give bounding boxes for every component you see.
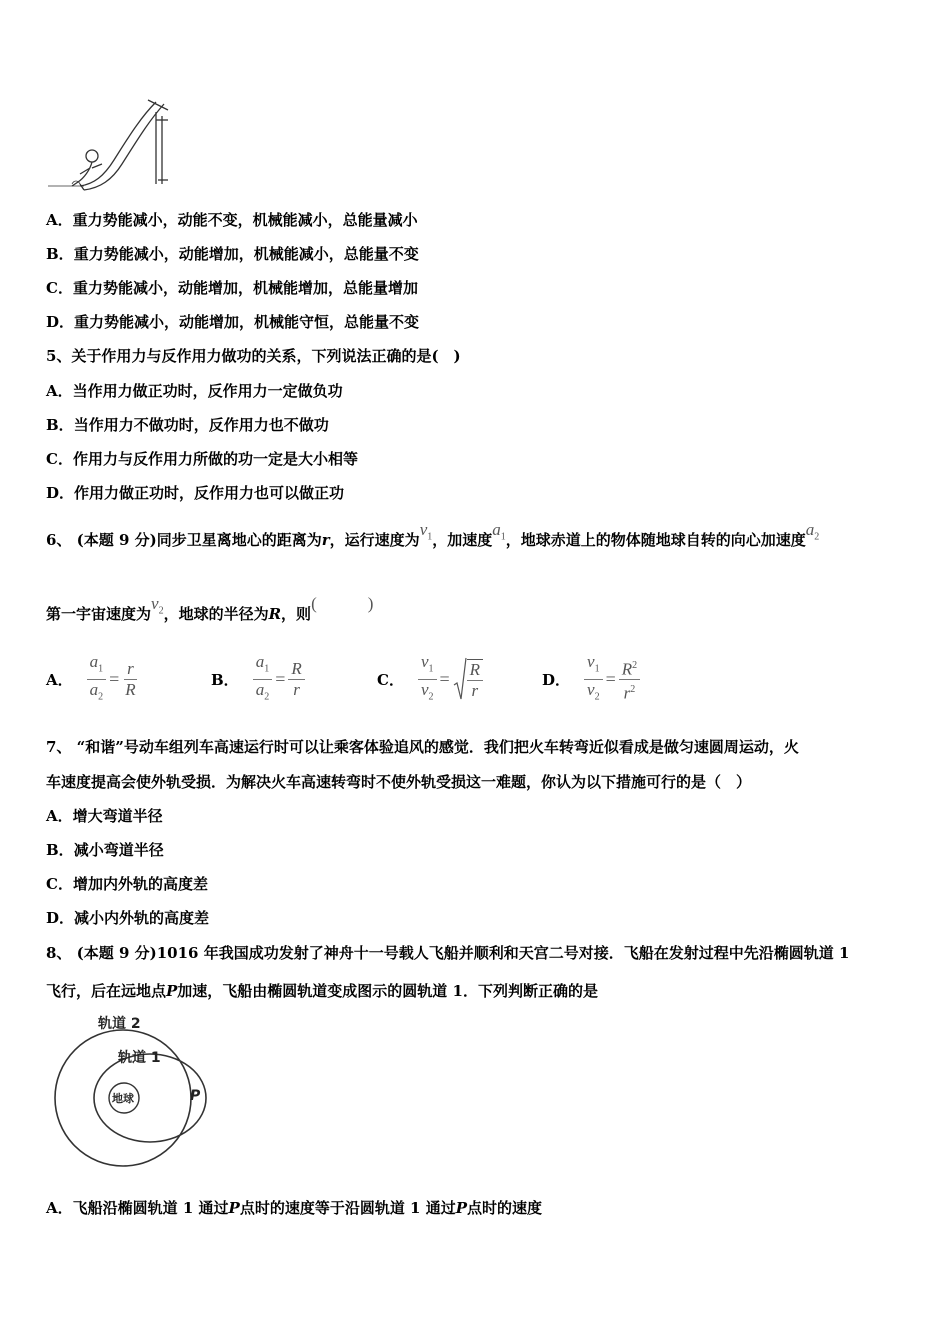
orbit-1-label: 轨道 1 xyxy=(118,1050,161,1066)
q7-stem-line2: 车速度提高会使外轨受损．为解决火车高速转弯时不使外轨受损这一难题，你认为以下措施可行的是（ ） xyxy=(46,773,752,791)
q4-option-c: C．重力势能减小，动能增加，机械能增加，总能量增加 xyxy=(46,279,418,297)
q7-stem-line1: 7、 “和谐”号动车组列车高速运行时可以让乘客体验追风的感觉．我们把火车转弯近似看成是做匀速圆周运动，火 xyxy=(46,738,799,756)
q4-option-d: D．重力势能减小，动能增加，机械能守恒，总能量不变 xyxy=(46,313,420,331)
q8-stem-line1: 8、 (本题 9 分)1016 年我国成功发射了神舟十一号载人飞船并顺利和天宫二号对接．飞船在发射过程中先沿椭圆轨道 1 xyxy=(46,944,850,962)
q5-option-a: A．当作用力做正功时，反作用力一定做负功 xyxy=(46,382,343,400)
q4-option-b: B．重力势能减小，动能增加，机械能减小，总能量不变 xyxy=(46,245,419,263)
child-on-slide-illustration xyxy=(48,100,168,190)
q6-stem-line1: 6、 (本题 9 分)同步卫星离地心的距离为r，运行速度为$v_1$，加速度$a_1$，地球赤道上的物体随地球自转的向心加速度$a_2$ xyxy=(46,520,820,549)
q6-stem-line2: 第一宇宙速度为$v_2$，地球的半径为R，则( ) xyxy=(46,594,374,623)
orbit-figure xyxy=(40,1010,220,1172)
q5-stem: 5、关于作用力与反作用力做功的关系，下列说法正确的是( ) xyxy=(46,347,461,365)
q5-option-c: C．作用力与反作用力所做的功一定是大小相等 xyxy=(46,450,358,468)
q6-option-a: A． $\frac{a_1}{a_2}$ = $\frac{r}{R}$ xyxy=(46,652,136,703)
q8-stem-line2: 飞行，后在远地点P加速，飞船由椭圆轨道变成图示的圆轨道 1．下列判断正确的是 xyxy=(46,982,598,1000)
q8-option-a: A．飞船沿椭圆轨道 1 通过P点时的速度等于沿圆轨道 1 通过P点时的速度 xyxy=(46,1199,542,1217)
q7-option-a: A．增大弯道半径 xyxy=(46,807,163,825)
orbit-2-label: 轨道 2 xyxy=(98,1016,141,1032)
q6-option-c: C． $\frac{v_1}{v_2}$ = $\frac{R}{r}$ xyxy=(377,652,483,708)
q7-option-d: D．减小内外轨的高度差 xyxy=(46,909,210,927)
q7-option-c: C．增加内外轨的高度差 xyxy=(46,875,208,893)
q5-option-b: B．当作用力不做功时，反作用力也不做功 xyxy=(46,416,329,434)
q7-option-b: B．减小弯道半径 xyxy=(46,841,164,859)
earth-label: 地球 xyxy=(112,1092,134,1105)
slide-figure xyxy=(44,98,172,196)
q6-option-b: B． $\frac{a_1}{a_2}$ = $\frac{R}{r}$ xyxy=(211,652,305,708)
q6-option-d: D． $\frac{v_1}{v_2}$ = $\frac{R^2}{r^2}$ xyxy=(542,652,640,708)
point-p-label: P xyxy=(190,1088,201,1104)
q5-option-d: D．作用力做正功时，反作用力也可以做正功 xyxy=(46,484,345,502)
sqrt-sign: $\frac{R}{r}$ xyxy=(453,657,483,703)
q4-option-a: A．重力势能减小，动能不变，机械能减小，总能量减小 xyxy=(46,211,418,229)
